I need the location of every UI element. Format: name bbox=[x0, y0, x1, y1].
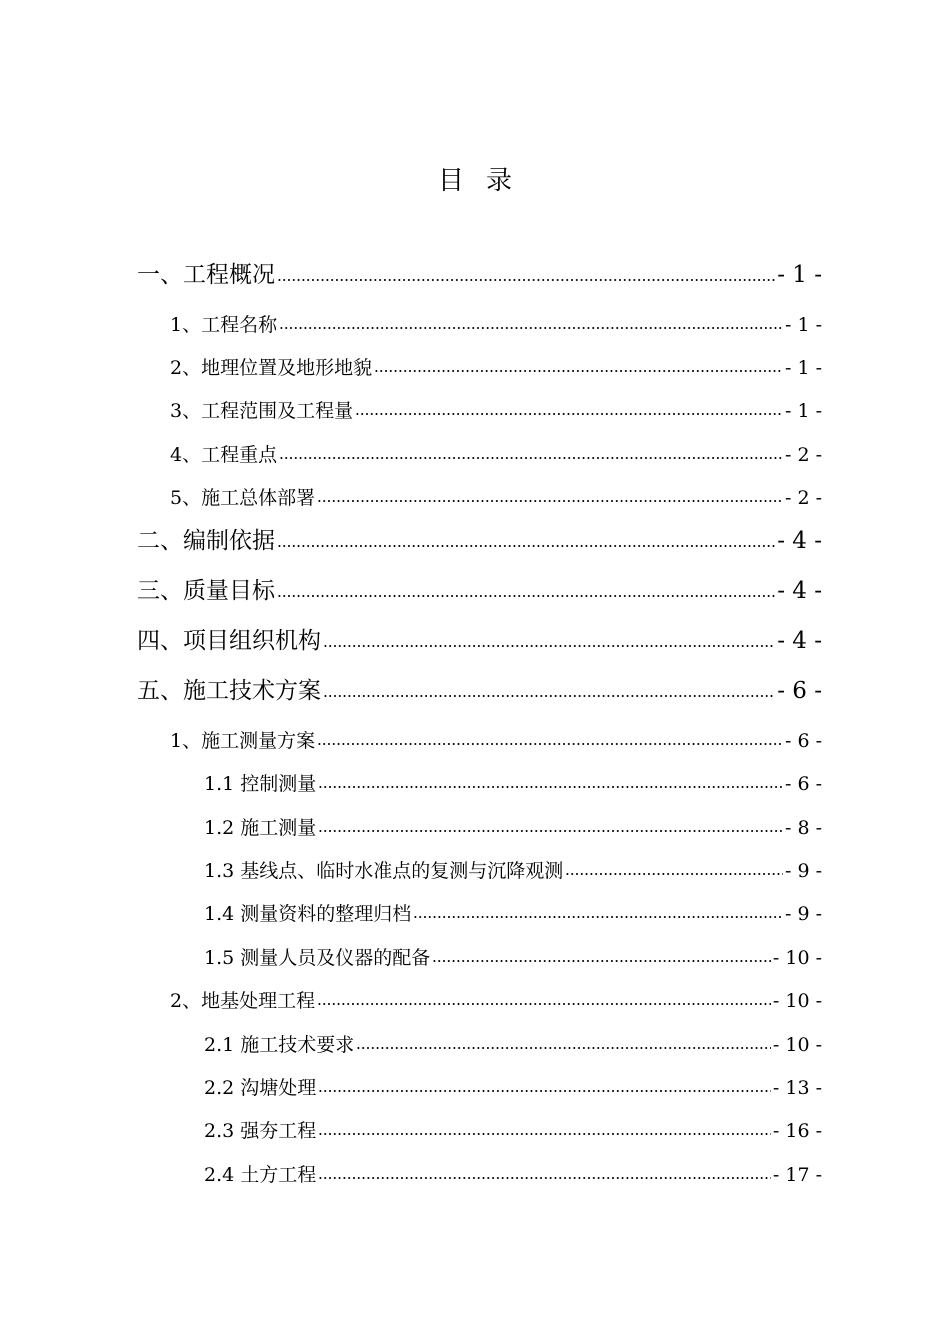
toc-entry[interactable] bbox=[204, 1118, 822, 1144]
toc-entry-label: 2.3 强夯工程 bbox=[204, 1120, 317, 1142]
toc-entry-page-number: - 6 - bbox=[784, 773, 822, 795]
toc-entry-label: 4、工程重点 bbox=[170, 444, 278, 466]
toc-entry[interactable] bbox=[204, 945, 822, 971]
toc-entry[interactable] bbox=[204, 1032, 822, 1058]
toc-dot-leader bbox=[432, 957, 771, 965]
toc-entry-label: 一、工程概况 bbox=[137, 262, 275, 288]
toc-entry-label: 1.3 基线点、临时水准点的复测与沉降观测 bbox=[204, 860, 564, 882]
toc-entry-label: 5、施工总体部署 bbox=[170, 487, 316, 509]
toc-entry[interactable] bbox=[204, 901, 822, 927]
toc-entry-page-number: - 1 - bbox=[784, 357, 822, 379]
toc-dot-leader bbox=[318, 1087, 771, 1095]
toc-entry[interactable] bbox=[137, 676, 822, 706]
toc-entry-label: 1、施工测量方案 bbox=[170, 730, 316, 752]
toc-dot-leader bbox=[317, 740, 783, 748]
toc-entry[interactable] bbox=[204, 815, 822, 841]
toc-entry-page-number: - 6 - bbox=[777, 678, 822, 704]
toc-entry-label: 三、质量目标 bbox=[137, 578, 275, 604]
page-title-char-2: 录 bbox=[486, 166, 513, 196]
toc-dot-leader bbox=[318, 783, 783, 791]
toc-entry-page-number: - 9 - bbox=[784, 903, 822, 925]
toc-entry-page-number: - 8 - bbox=[784, 817, 822, 839]
toc-entry-label: 1.2 施工测量 bbox=[204, 817, 317, 839]
toc-entry-label: 2.4 土方工程 bbox=[204, 1164, 317, 1186]
toc-entry[interactable] bbox=[170, 442, 822, 468]
toc-entry-page-number: - 4 - bbox=[777, 578, 822, 604]
toc-dot-leader bbox=[355, 410, 783, 418]
toc-dot-leader bbox=[356, 1044, 771, 1052]
toc-entry-label: 1.4 测量资料的整理归档 bbox=[204, 903, 412, 925]
toc-entry-label: 2.2 沟塘处理 bbox=[204, 1077, 317, 1099]
toc-entry-label: 2、地基处理工程 bbox=[170, 990, 316, 1012]
toc-entry-page-number: - 13 - bbox=[772, 1077, 822, 1099]
toc-entry-label: 四、项目组织机构 bbox=[137, 628, 321, 654]
toc-entry-label: 五、施工技术方案 bbox=[137, 678, 321, 704]
toc-entry-page-number: - 1 - bbox=[784, 400, 822, 422]
toc-entry-page-number: - 10 - bbox=[772, 947, 822, 969]
toc-entry[interactable] bbox=[170, 988, 822, 1014]
toc-entry-page-number: - 1 - bbox=[777, 262, 822, 288]
toc-entry-page-number: - 17 - bbox=[772, 1164, 822, 1186]
toc-entry[interactable] bbox=[170, 312, 822, 338]
toc-entry[interactable] bbox=[137, 526, 822, 556]
toc-entry[interactable] bbox=[170, 485, 822, 511]
toc-dot-leader bbox=[277, 276, 775, 284]
toc-entry-label: 2.1 施工技术要求 bbox=[204, 1034, 355, 1056]
toc-dot-leader bbox=[279, 324, 783, 332]
toc-entry-label: 1.5 测量人员及仪器的配备 bbox=[204, 947, 431, 969]
toc-entry-label: 2、地理位置及地形地貌 bbox=[170, 357, 373, 379]
toc-entry[interactable] bbox=[137, 576, 822, 606]
toc-entry[interactable] bbox=[170, 398, 822, 424]
toc-entry-page-number: - 2 - bbox=[784, 487, 822, 509]
toc-entry[interactable] bbox=[204, 1162, 822, 1188]
toc-dot-leader bbox=[277, 592, 775, 600]
toc-entry-page-number: - 9 - bbox=[784, 860, 822, 882]
toc-dot-leader bbox=[318, 827, 783, 835]
toc-entry-page-number: - 16 - bbox=[772, 1120, 822, 1142]
toc-dot-leader bbox=[277, 542, 775, 550]
toc-entry-page-number: - 10 - bbox=[772, 990, 822, 1012]
toc-entry-page-number: - 10 - bbox=[772, 1034, 822, 1056]
toc-dot-leader bbox=[317, 497, 783, 505]
toc-entry-page-number: - 6 - bbox=[784, 730, 822, 752]
toc-entry-page-number: - 2 - bbox=[784, 444, 822, 466]
toc-dot-leader bbox=[323, 692, 775, 700]
toc-entry-page-number: - 1 - bbox=[784, 314, 822, 336]
toc-entry-label: 二、编制依据 bbox=[137, 528, 275, 554]
toc-entry[interactable] bbox=[137, 626, 822, 656]
page-title-char-1: 目 bbox=[437, 166, 464, 196]
toc-entry[interactable] bbox=[204, 771, 822, 797]
toc-dot-leader bbox=[317, 1000, 771, 1008]
toc-entry-label: 3、工程范围及工程量 bbox=[170, 400, 354, 422]
toc-entry[interactable] bbox=[170, 728, 822, 754]
toc-entry[interactable] bbox=[204, 1075, 822, 1101]
toc-entry-label: 1.1 控制测量 bbox=[204, 773, 317, 795]
toc-entry-page-number: - 4 - bbox=[777, 628, 822, 654]
toc-entry[interactable] bbox=[204, 858, 822, 884]
toc-dot-leader bbox=[323, 642, 775, 650]
toc-dot-leader bbox=[318, 1130, 771, 1138]
toc-dot-leader bbox=[413, 913, 783, 921]
toc-entry-label: 1、工程名称 bbox=[170, 314, 278, 336]
toc-entry-page-number: - 4 - bbox=[777, 528, 822, 554]
toc-entry[interactable] bbox=[170, 355, 822, 381]
toc-dot-leader bbox=[374, 367, 783, 375]
toc-dot-leader bbox=[565, 870, 783, 878]
toc-dot-leader bbox=[279, 454, 783, 462]
toc-dot-leader bbox=[318, 1174, 771, 1182]
toc-entry[interactable] bbox=[137, 260, 822, 290]
